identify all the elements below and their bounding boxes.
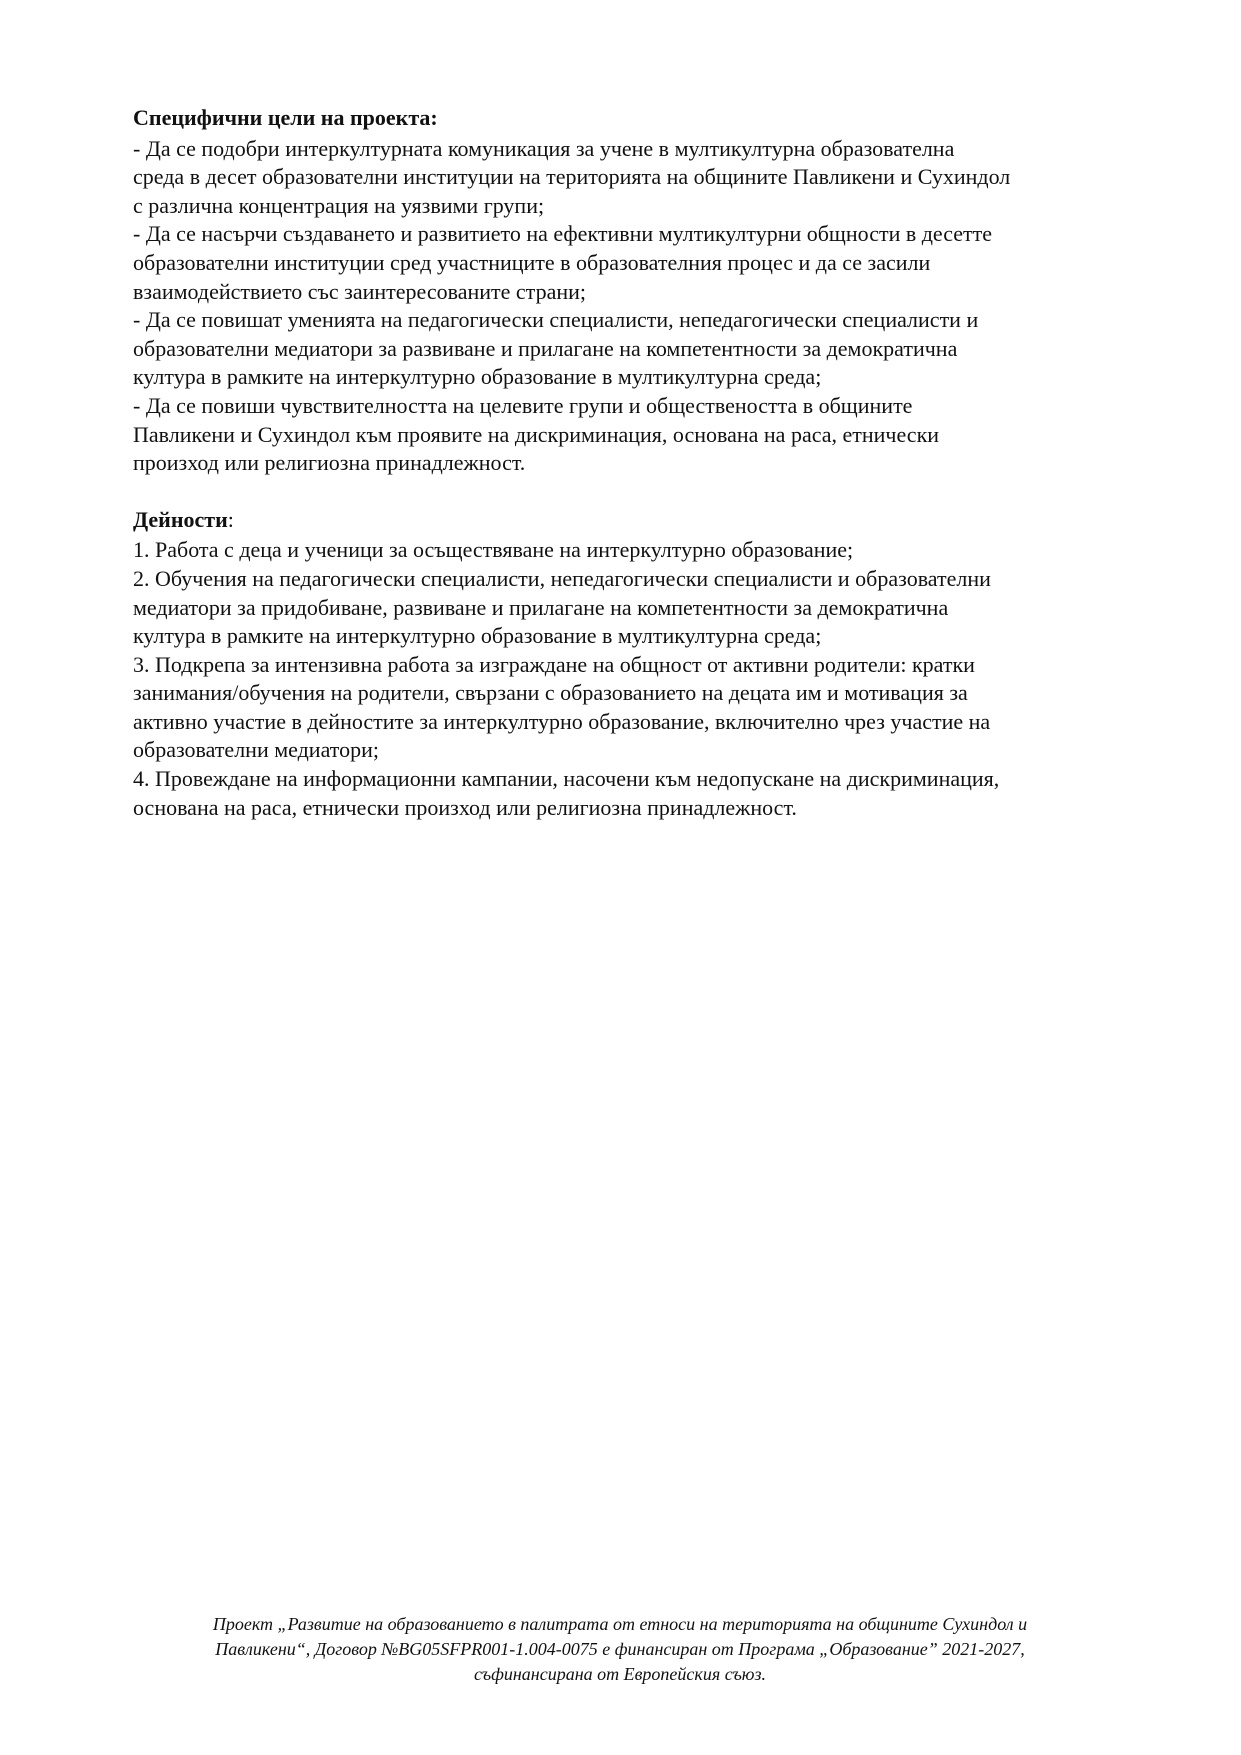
objectives-line: - Да се повишат уменията на педагогически специалисти, непедагогически специалисти и xyxy=(133,307,979,333)
activities-heading xyxy=(133,506,1133,535)
activities-line: 4. Провеждане на информационни кампании, насочени към недопускане на дискриминация, xyxy=(133,766,1000,792)
funding-footer xyxy=(130,1612,1110,1687)
objectives-line: взаимодействието със заинтересованите страни; xyxy=(133,278,586,304)
objectives-line: - Да се насърчи създаването и развитието на ефективни мултикултурни общности в десетте xyxy=(133,221,993,247)
activities-line: основана на раса, етнически произход или религиозна принадлежност. xyxy=(133,794,797,820)
objectives-heading: Специфични цели на проекта: xyxy=(133,105,438,130)
activities-line: активно участие в дейностите за интеркултурно образование, включително чрез участие на xyxy=(133,708,991,734)
activities-line: 1. Работа с деца и ученици за осъществяване на интеркултурно образование; xyxy=(133,537,854,563)
activities-line: 3. Подкрепа за интензивна работа за изграждане на общност от активни родители: кратки xyxy=(133,651,975,677)
activities-heading-text: Дейности xyxy=(133,506,228,532)
footer-line: съфинансирана от Европейския съюз. xyxy=(473,1664,767,1684)
activities-line: 2. Обучения на педагогически специалисти, непедагогически специалисти и образователни xyxy=(133,565,991,591)
objectives-line: култура в рамките на интеркултурно образование в мултикултурна среда; xyxy=(133,364,822,390)
objectives-line: Павликени и Сухиндол към проявите на дискриминация, основана на раса, етнически xyxy=(133,421,940,447)
objectives-section xyxy=(133,104,1133,478)
objectives-line: произход или религиозна принадлежност. xyxy=(133,450,526,476)
activities-section xyxy=(133,506,1133,823)
footer-line: Проект „Развитие на образованието в палитрата от етноси на територията на общините Сухиндол и xyxy=(212,1614,1028,1634)
objectives-line: - Да се повиши чувствителността на целевите групи и обществеността в общините xyxy=(133,392,913,418)
objectives-line: образователни медиатори за развиване и прилагане на компетентности за демократична xyxy=(133,335,958,361)
objectives-line: - Да се подобри интеркултурната комуникация за учене в мултикултурна образователна xyxy=(133,135,955,161)
activities-line: култура в рамките на интеркултурно образование в мултикултурна среда; xyxy=(133,623,822,649)
activities-line: медиатори за придобиване, развиване и прилагане на компетентности за демократична xyxy=(133,594,949,620)
document-body xyxy=(133,104,1133,822)
objectives-line: с различна концентрация на уязвими групи; xyxy=(133,192,545,218)
activities-line: занимания/обучения на родители, свързани с образованието на децата им и мотивация за xyxy=(133,680,968,706)
objectives-line: образователни институции сред участниците в образователния процес и да се засили xyxy=(133,249,931,275)
objectives-line: среда в десет образователни институции на територията на общините Павликени и Сухиндол xyxy=(133,164,1011,190)
activities-heading-colon: : xyxy=(227,506,234,532)
footer-line: Павликени“, Договор №BG05SFPR001-1.004-0075 е финансиран от Програма „Образование” 2021-2027, xyxy=(215,1639,1025,1659)
activities-line: образователни медиатори; xyxy=(133,737,379,763)
section-spacer xyxy=(133,478,1133,506)
